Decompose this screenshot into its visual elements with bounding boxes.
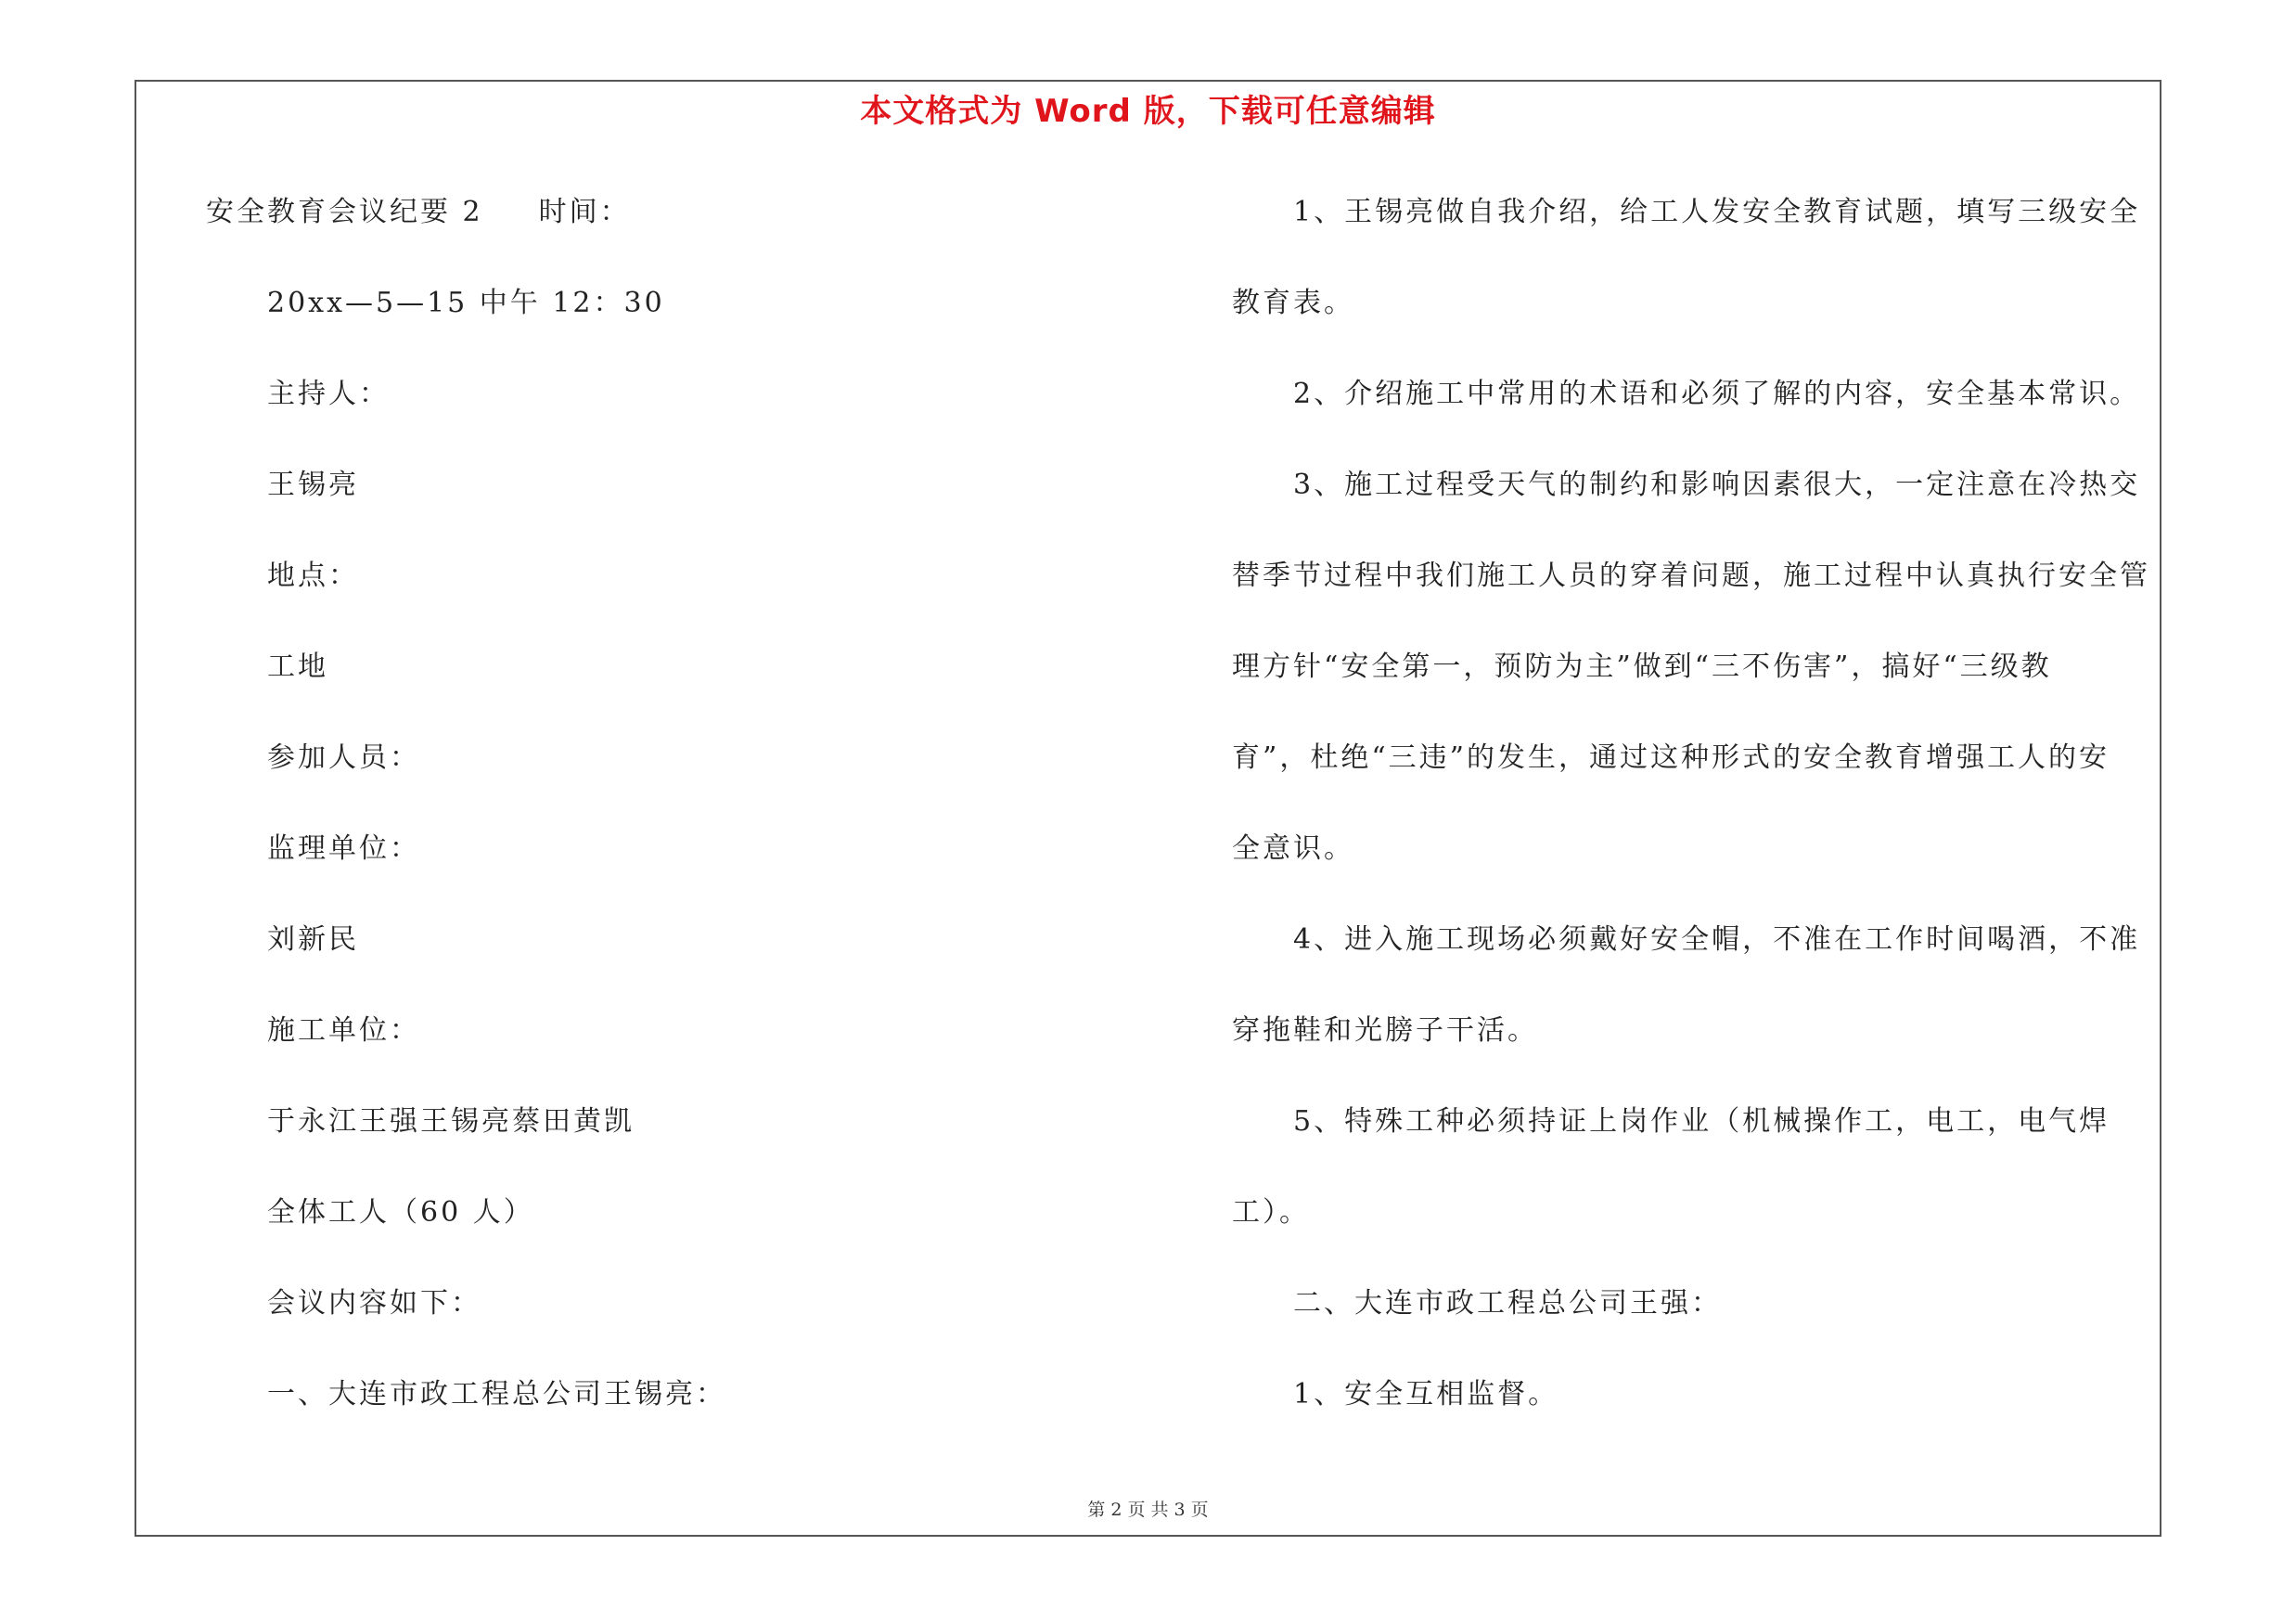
right-line: 教育表。 — [1232, 287, 1354, 319]
left-line: 一、大连市政工程总公司王锡亮： — [267, 1378, 726, 1410]
right-line: 3、施工过程受天气的制约和影响因素很大，一定注意在冷热交 — [1293, 469, 2141, 501]
right-line: 1、王锡亮做自我介绍，给工人发安全教育试题，填写三级安全 — [1293, 196, 2141, 228]
right-line: 理方针“安全第一，预防为主”做到“三不伤害”，搞好“三级教 — [1232, 650, 2052, 683]
left-line: 刘新民 — [267, 923, 359, 956]
page-number: 第 2 页 共 3 页 — [1087, 1500, 1209, 1520]
left-line: 监理单位： — [267, 832, 420, 865]
time-label: 时间： — [538, 196, 631, 228]
meeting-title-line — [206, 186, 1134, 277]
format-notice: 本文格式为 Word 版，下载可任意编辑 — [860, 93, 1436, 130]
left-line: 王锡亮 — [267, 469, 359, 501]
left-line: 地点： — [267, 560, 359, 592]
right-line: 4、进入施工现场必须戴好安全帽，不准在工作时间喝酒，不准 — [1293, 923, 2141, 956]
left-line: 20xx—5—15 中午 12：30 — [267, 287, 665, 319]
right-line: 替季节过程中我们施工人员的穿着问题，施工过程中认真执行安全管 — [1232, 560, 2150, 592]
right-line: 2、介绍施工中常用的术语和必须了解的内容，安全基本常识。 — [1293, 378, 2141, 410]
right-column — [1232, 186, 2152, 1459]
right-line: 1、安全互相监督。 — [1293, 1378, 1559, 1410]
right-line: 全意识。 — [1232, 832, 1354, 865]
left-line: 工地 — [267, 650, 328, 683]
right-line: 穿拖鞋和光膀子干活。 — [1232, 1014, 1538, 1047]
left-line: 参加人员： — [267, 741, 420, 774]
left-line: 全体工人（60 人） — [267, 1196, 534, 1229]
right-line: 5、特殊工种必须持证上岗作业（机械操作工，电工，电气焊 — [1293, 1105, 2110, 1138]
left-line: 于永江王强王锡亮蔡田黄凯 — [267, 1105, 635, 1138]
left-line: 施工单位： — [267, 1014, 420, 1047]
meeting-title: 安全教育会议纪要 2 — [206, 196, 483, 228]
left-line: 主持人： — [267, 378, 390, 410]
right-line: 育”，杜绝“三违”的发生，通过这种形式的安全教育增强工人的安 — [1232, 741, 2110, 774]
left-line: 会议内容如下： — [267, 1287, 481, 1320]
right-line: 工）。 — [1232, 1196, 1310, 1229]
right-line: 二、大连市政工程总公司王强： — [1293, 1287, 1722, 1320]
left-column — [206, 186, 1134, 1459]
